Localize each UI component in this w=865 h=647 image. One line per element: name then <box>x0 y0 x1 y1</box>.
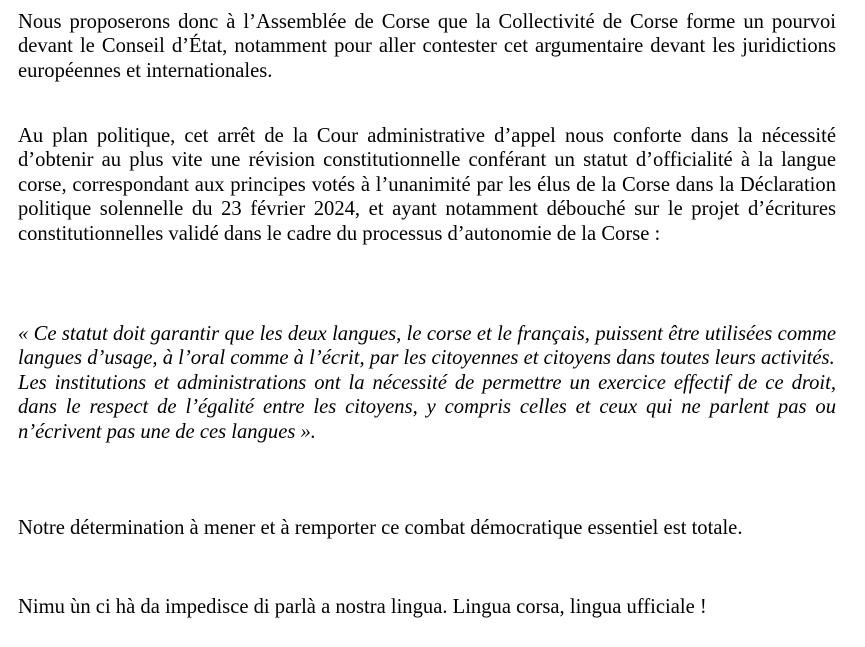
quote-block <box>18 322 836 444</box>
paragraph-revision-constitutionnelle: Au plan politique, cet arrêt de la Cour administrative d’appel nous conforte dans la nécessité d’obtenir au plus vite une révision constitutionnelle conférant un statut d’officialité à la langue corse, correspondant aux principes votés à l’unanimité par les élus de la Corse dans la Déclaration politique solennelle du 23 février 2024, et ayant notamment débouché sur le projet d’écritures constitutionnelles validé dans le cadre du processus d’autonomie de la Corse : <box>18 125 836 245</box>
quote-part-institutions: Les institutions et administrations ont la nécessité de permettre un exercice effectif de ce droit, dans le respect de l’égalité entre les citoyens, y compris celles et ceux qui ne parlent pas ou n’écrivent pas une de ces langues ». <box>18 371 836 443</box>
paragraph-determination: Notre détermination à mener et à remporter ce combat démocratique essentiel est totale. <box>18 517 743 539</box>
quote-part-statut: « Ce statut doit garantir que les deux langues, le corse et le français, puissent être utilisées comme langues d’usage, à l’oral comme à l’écrit, par les citoyennes et citoyens dans toutes leurs activités. <box>18 323 836 370</box>
paragraph-lingua-corsa: Nimu ùn ci hà da impedisce di parlà a nostra lingua. Lingua corsa, lingua ufficiale ! <box>18 596 707 618</box>
paragraph-pourvoi: Nous proposerons donc à l’Assemblée de Corse que la Collectivité de Corse forme un pourvoi devant le Conseil d’État, notamment pour aller contester cet argumentaire devant les juridictions européennes et internationales. <box>18 11 836 82</box>
